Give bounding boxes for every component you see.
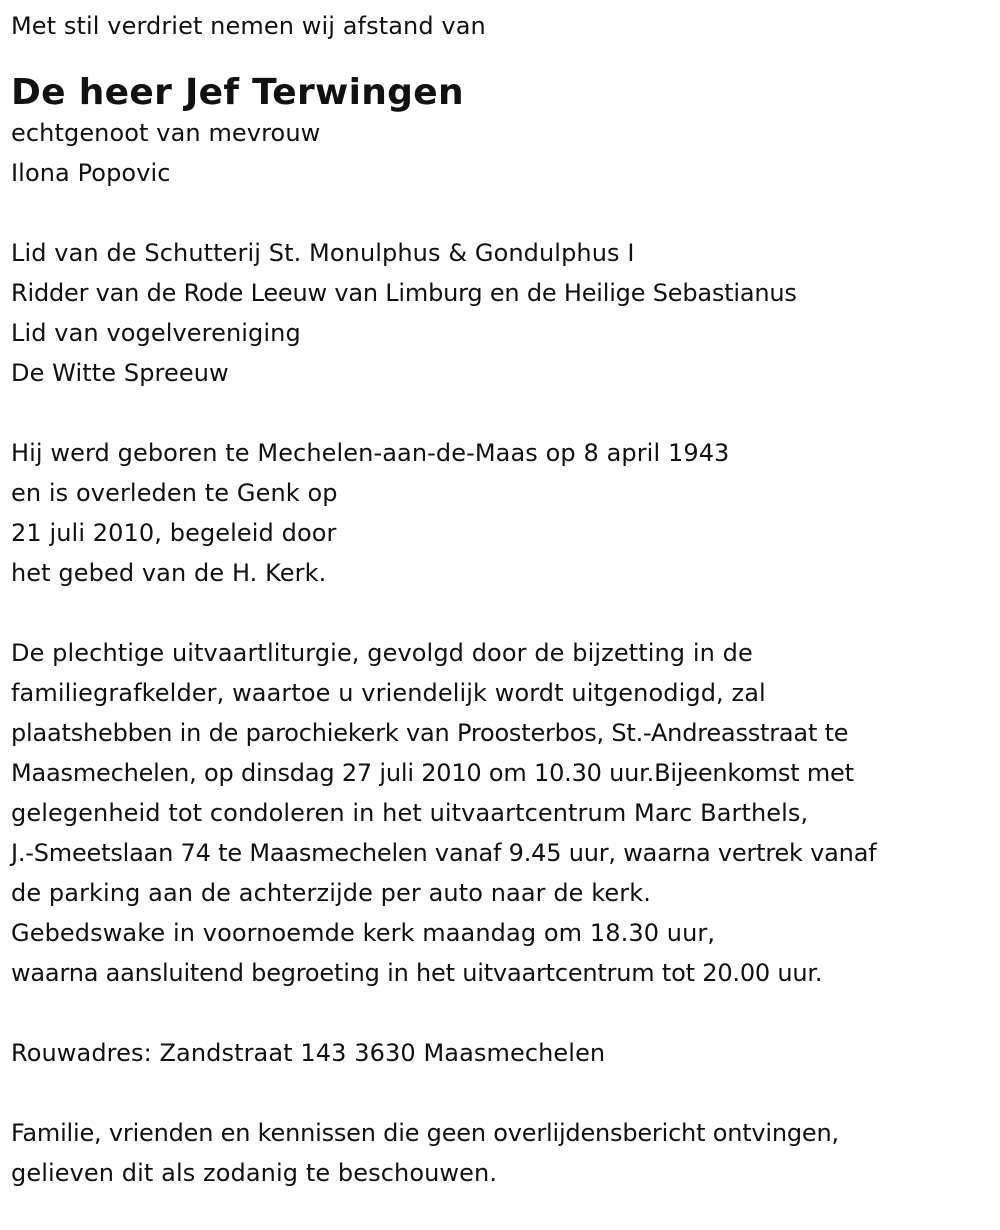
funeral-line: de parking aan de achterzijde per auto naar de kerk. xyxy=(11,879,651,907)
spacer xyxy=(11,393,996,433)
funeral-line: waarna aansluitend begroeting in het uitvaartcentrum tot 20.00 uur. xyxy=(11,959,823,987)
birth-death-line: 21 juli 2010, begeleid door xyxy=(11,519,337,547)
closing-line: Familie, vrienden en kennissen die geen overlijdensbericht ontvingen, xyxy=(11,1119,839,1147)
funeral-line: gelegenheid tot condoleren in het uitvaartcentrum Marc Barthels, xyxy=(11,799,809,827)
spouse-line: echtgenoot van mevrouw xyxy=(11,119,321,147)
deceased-name: De heer Jef Terwingen xyxy=(11,72,464,113)
membership-line: Lid van vogelvereniging xyxy=(11,319,301,347)
birth-death-block xyxy=(11,433,996,593)
closing-line: gelieven dit als zodanig te beschouwen. xyxy=(11,1159,498,1187)
mourning-address: Rouwadres: Zandstraat 143 3630 Maasmechelen xyxy=(11,1039,606,1067)
funeral-line: plaatshebben in de parochiekerk van Proosterbos, St.-Andreasstraat te xyxy=(11,719,849,747)
birth-death-line: het gebed van de H. Kerk. xyxy=(11,559,327,587)
spouse-name: Ilona Popovic xyxy=(11,159,171,187)
membership-line: Lid van de Schutterij St. Monulphus & Gondulphus I xyxy=(11,239,635,267)
funeral-line: Maasmechelen, op dinsdag 27 juli 2010 om 10.30 uur.Bijeenkomst met xyxy=(11,759,854,787)
obituary-document xyxy=(11,6,996,1193)
funeral-line: familiegrafkelder, waartoe u vriendelijk wordt uitgenodigd, zal xyxy=(11,679,766,707)
membership-line: Ridder van de Rode Leeuw van Limburg en de Heilige Sebastianus xyxy=(11,279,797,307)
birth-death-line: Hij werd geboren te Mechelen-aan-de-Maas op 8 april 1943 xyxy=(11,439,730,467)
spacer xyxy=(11,593,996,633)
birth-death-line: en is overleden te Genk op xyxy=(11,479,338,507)
spacer xyxy=(11,1073,996,1113)
closing-block xyxy=(11,1113,996,1193)
membership-line: De Witte Spreeuw xyxy=(11,359,229,387)
funeral-line: De plechtige uitvaartliturgie, gevolgd door de bijzetting in de xyxy=(11,639,753,667)
funeral-line: J.-Smeetslaan 74 te Maasmechelen vanaf 9.45 uur, waarna vertrek vanaf xyxy=(11,839,877,867)
memberships-block xyxy=(11,233,996,393)
spacer xyxy=(11,193,996,233)
funeral-line: Gebedswake in voornoemde kerk maandag om 18.30 uur, xyxy=(11,919,716,947)
spacer xyxy=(11,993,996,1033)
funeral-block xyxy=(11,633,996,993)
spouse-block xyxy=(11,113,996,193)
intro-text: Met stil verdriet nemen wij afstand van xyxy=(11,12,486,40)
